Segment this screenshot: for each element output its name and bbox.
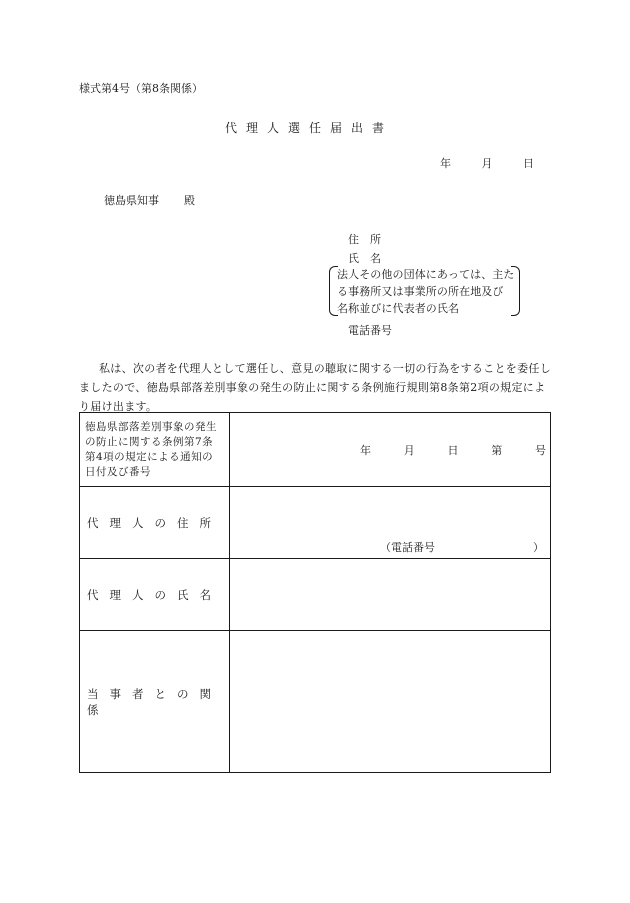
notice-date-label: 徳島県部落差別事象の発生の防止に関する条例第7条第4項の規定による通知の日付及び番号: [80, 413, 230, 487]
applicant-phone-label: 電話番号: [348, 324, 392, 337]
applicant-address-label: 住 所: [348, 233, 381, 246]
notice-month-label: 月: [403, 443, 415, 457]
notice-day-label: 日: [447, 443, 459, 457]
notice-number-prefix: 第: [491, 443, 503, 457]
submission-date: [440, 155, 534, 171]
applicant-name-label: 氏 名: [348, 252, 381, 265]
form-number: 様式第4号（第8条関係）: [79, 82, 203, 95]
table-row: [80, 413, 551, 487]
notice-date-parts: [230, 442, 550, 458]
corporation-note: [329, 266, 520, 316]
relationship-label: 当事者との関係: [80, 631, 230, 773]
addressee-name: 徳島県知事: [104, 194, 159, 207]
relationship-field[interactable]: [230, 631, 551, 773]
agent-name-field[interactable]: [230, 559, 551, 631]
table-row: [80, 487, 551, 559]
notice-year-label: 年: [360, 443, 371, 457]
addressee: [104, 192, 195, 208]
document-title: 代理人選任届出書: [225, 121, 394, 135]
right-bracket: [511, 266, 520, 316]
agent-address-cell: [230, 488, 550, 558]
agent-address-label: 代理人の住所: [80, 487, 230, 559]
statement-paragraph: 私は、次の者を代理人として選任し、意見の聴取に関する一切の行為をすることを委任しましたので、徳島県部落差別事象の発生の防止に関する条例施行規則第8条第2項の規定により届け出ます。: [79, 362, 551, 413]
corporation-note-text: [337, 266, 515, 317]
form-table: [79, 412, 551, 773]
agent-phone-prefix: （電話番号: [380, 540, 435, 554]
table-row: [80, 559, 551, 631]
addressee-honorific: 殿: [184, 194, 195, 207]
agent-phone-suffix: ）: [533, 540, 544, 554]
agent-address-field[interactable]: [230, 487, 551, 559]
corporation-note-line: 法人その他の団体にあっては、主た: [337, 268, 515, 281]
agent-name-label: 代理人の氏名: [80, 559, 230, 631]
corporation-note-line: る事務所又は事業所の所在地及び: [337, 285, 504, 298]
month-label: 月: [481, 157, 493, 170]
year-label: 年: [440, 157, 451, 170]
table-row: [80, 631, 551, 773]
notice-date-field[interactable]: [230, 413, 551, 487]
corporation-note-line: 名称並びに代表者の氏名: [337, 302, 460, 315]
agent-phone-line: [380, 539, 544, 555]
day-label: 日: [523, 157, 534, 170]
notice-number-suffix: 号: [535, 443, 546, 457]
